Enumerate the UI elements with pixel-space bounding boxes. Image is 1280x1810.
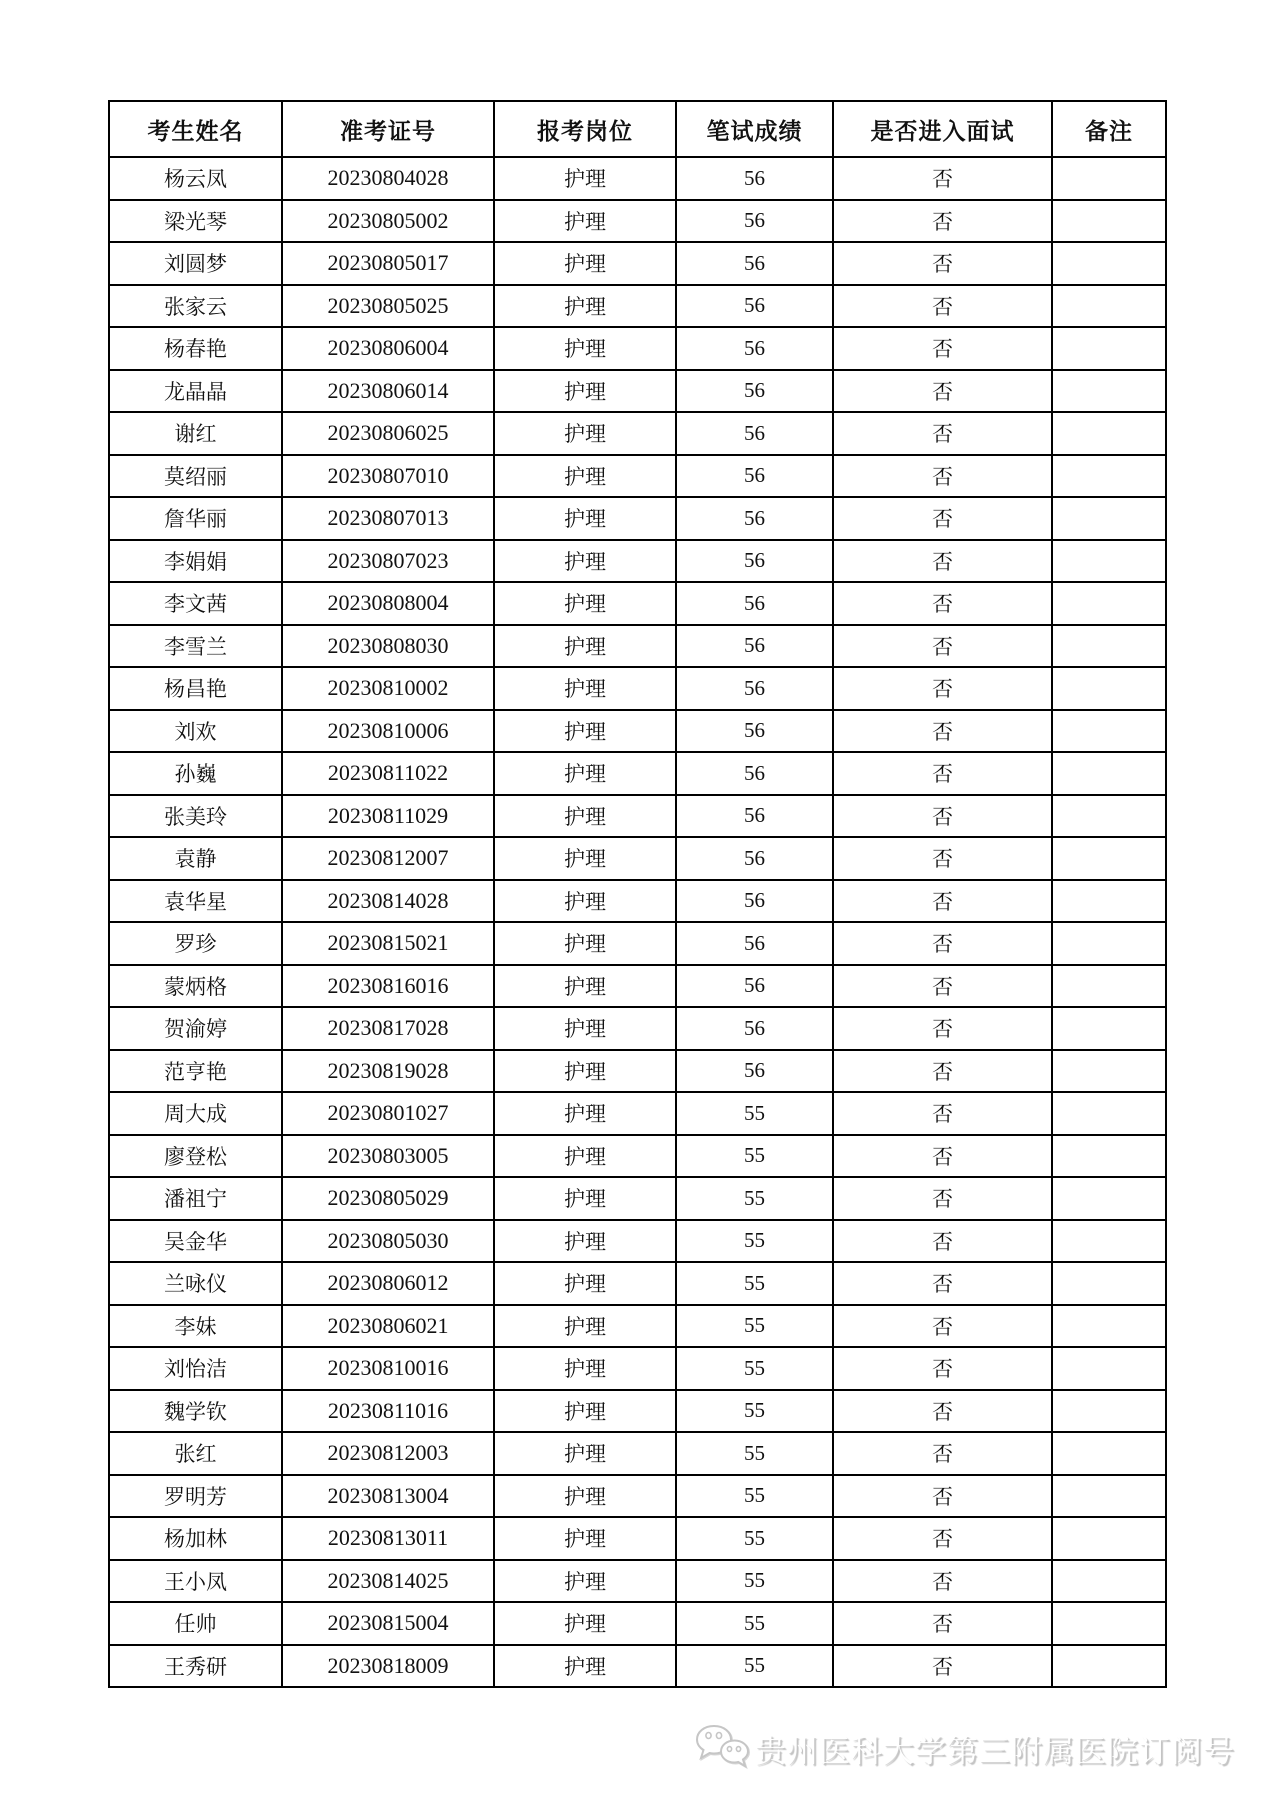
remark-cell [1052, 285, 1166, 328]
table-row [109, 1220, 1166, 1263]
enter-interview-cell: 否 [833, 242, 1052, 285]
remark-cell [1052, 370, 1166, 413]
table-row [109, 540, 1166, 583]
position-cell: 护理 [494, 667, 676, 710]
remark-cell [1052, 540, 1166, 583]
enter-interview-cell: 否 [833, 327, 1052, 370]
position-cell: 护理 [494, 1262, 676, 1305]
written-score-cell: 56 [676, 412, 833, 455]
written-score-cell: 55 [676, 1177, 833, 1220]
position-cell: 护理 [494, 242, 676, 285]
table-row [109, 1347, 1166, 1390]
remark-cell [1052, 327, 1166, 370]
candidate-name-cell: 孙巍 [109, 752, 282, 795]
candidate-name-cell: 王秀研 [109, 1645, 282, 1688]
remark-cell [1052, 922, 1166, 965]
candidate-name-cell: 周大成 [109, 1092, 282, 1135]
column-header-ticket-number: 准考证号 [282, 101, 494, 157]
candidate-name-cell: 詹华丽 [109, 497, 282, 540]
enter-interview-cell: 否 [833, 582, 1052, 625]
enter-interview-cell: 否 [833, 1220, 1052, 1263]
table-row [109, 200, 1166, 243]
table-row [109, 837, 1166, 880]
remark-cell [1052, 1305, 1166, 1348]
position-cell: 护理 [494, 1220, 676, 1263]
enter-interview-cell: 否 [833, 1560, 1052, 1603]
candidate-name-cell: 罗珍 [109, 922, 282, 965]
table-row [109, 1092, 1166, 1135]
ticket-number-cell: 20230805030 [282, 1220, 494, 1263]
position-cell: 护理 [494, 1475, 676, 1518]
written-score-cell: 56 [676, 540, 833, 583]
remark-cell [1052, 625, 1166, 668]
ticket-number-cell: 20230808030 [282, 625, 494, 668]
enter-interview-cell: 否 [833, 370, 1052, 413]
ticket-number-cell: 20230806014 [282, 370, 494, 413]
position-cell: 护理 [494, 1645, 676, 1688]
table-row [109, 1517, 1166, 1560]
candidate-name-cell: 李文茜 [109, 582, 282, 625]
candidate-name-cell: 杨云凤 [109, 157, 282, 200]
written-score-cell: 56 [676, 157, 833, 200]
table-row [109, 625, 1166, 668]
table-row [109, 1602, 1166, 1645]
written-score-cell: 56 [676, 497, 833, 540]
table-row [109, 157, 1166, 200]
candidate-name-cell: 谢红 [109, 412, 282, 455]
position-cell: 护理 [494, 1347, 676, 1390]
ticket-number-cell: 20230812007 [282, 837, 494, 880]
remark-cell [1052, 965, 1166, 1008]
table-row [109, 922, 1166, 965]
ticket-number-cell: 20230818009 [282, 1645, 494, 1688]
remark-cell [1052, 1347, 1166, 1390]
written-score-cell: 56 [676, 880, 833, 923]
position-cell: 护理 [494, 837, 676, 880]
ticket-number-cell: 20230806004 [282, 327, 494, 370]
candidate-name-cell: 任帅 [109, 1602, 282, 1645]
written-score-cell: 55 [676, 1092, 833, 1135]
enter-interview-cell: 否 [833, 667, 1052, 710]
written-score-cell: 56 [676, 242, 833, 285]
table-row [109, 1262, 1166, 1305]
candidate-name-cell: 李娟娟 [109, 540, 282, 583]
enter-interview-cell: 否 [833, 837, 1052, 880]
candidate-name-cell: 张红 [109, 1432, 282, 1475]
ticket-number-cell: 20230807013 [282, 497, 494, 540]
written-score-cell: 56 [676, 370, 833, 413]
ticket-number-cell: 20230815021 [282, 922, 494, 965]
position-cell: 护理 [494, 1305, 676, 1348]
candidate-name-cell: 张家云 [109, 285, 282, 328]
table-row [109, 1305, 1166, 1348]
remark-cell [1052, 752, 1166, 795]
candidate-name-cell: 杨加林 [109, 1517, 282, 1560]
wechat-icon [694, 1722, 750, 1774]
candidate-name-cell: 杨昌艳 [109, 667, 282, 710]
enter-interview-cell: 否 [833, 412, 1052, 455]
ticket-number-cell: 20230811029 [282, 795, 494, 838]
position-cell: 护理 [494, 1135, 676, 1178]
candidate-name-cell: 廖登松 [109, 1135, 282, 1178]
remark-cell [1052, 1645, 1166, 1688]
column-header-written-score: 笔试成绩 [676, 101, 833, 157]
written-score-cell: 56 [676, 455, 833, 498]
ticket-number-cell: 20230803005 [282, 1135, 494, 1178]
candidate-name-cell: 龙晶晶 [109, 370, 282, 413]
enter-interview-cell: 否 [833, 625, 1052, 668]
remark-cell [1052, 200, 1166, 243]
enter-interview-cell: 否 [833, 880, 1052, 923]
remark-cell [1052, 1560, 1166, 1603]
written-score-cell: 56 [676, 582, 833, 625]
written-score-cell: 55 [676, 1390, 833, 1433]
table-row [109, 880, 1166, 923]
remark-cell [1052, 795, 1166, 838]
written-score-cell: 56 [676, 667, 833, 710]
position-cell: 护理 [494, 582, 676, 625]
candidate-name-cell: 范亨艳 [109, 1050, 282, 1093]
table-row [109, 965, 1166, 1008]
remark-cell [1052, 667, 1166, 710]
position-cell: 护理 [494, 922, 676, 965]
position-cell: 护理 [494, 157, 676, 200]
table-row [109, 710, 1166, 753]
written-score-cell: 55 [676, 1602, 833, 1645]
candidate-name-cell: 吴金华 [109, 1220, 282, 1263]
enter-interview-cell: 否 [833, 200, 1052, 243]
ticket-number-cell: 20230817028 [282, 1007, 494, 1050]
table-row [109, 795, 1166, 838]
remark-cell [1052, 1092, 1166, 1135]
table-row [109, 582, 1166, 625]
table-row [109, 455, 1166, 498]
table-row [109, 1177, 1166, 1220]
remark-cell [1052, 582, 1166, 625]
ticket-number-cell: 20230810002 [282, 667, 494, 710]
written-score-cell: 56 [676, 965, 833, 1008]
remark-cell [1052, 710, 1166, 753]
table-row [109, 412, 1166, 455]
candidate-name-cell: 魏学钦 [109, 1390, 282, 1433]
remark-cell [1052, 837, 1166, 880]
wechat-watermark [694, 1722, 1235, 1774]
candidate-name-cell: 张美玲 [109, 795, 282, 838]
enter-interview-cell: 否 [833, 1390, 1052, 1433]
ticket-number-cell: 20230810016 [282, 1347, 494, 1390]
ticket-number-cell: 20230813004 [282, 1475, 494, 1518]
written-score-cell: 55 [676, 1305, 833, 1348]
ticket-number-cell: 20230808004 [282, 582, 494, 625]
enter-interview-cell: 否 [833, 1602, 1052, 1645]
table-row [109, 1475, 1166, 1518]
table-row [109, 1007, 1166, 1050]
remark-cell [1052, 1050, 1166, 1093]
ticket-number-cell: 20230805025 [282, 285, 494, 328]
enter-interview-cell: 否 [833, 540, 1052, 583]
position-cell: 护理 [494, 327, 676, 370]
position-cell: 护理 [494, 1560, 676, 1603]
remark-cell [1052, 1220, 1166, 1263]
position-cell: 护理 [494, 455, 676, 498]
enter-interview-cell: 否 [833, 1347, 1052, 1390]
position-cell: 护理 [494, 497, 676, 540]
enter-interview-cell: 否 [833, 922, 1052, 965]
table-row [109, 667, 1166, 710]
candidate-name-cell: 李雪兰 [109, 625, 282, 668]
column-header-enter-interview: 是否进入面试 [833, 101, 1052, 157]
table-row [109, 242, 1166, 285]
ticket-number-cell: 20230811016 [282, 1390, 494, 1433]
enter-interview-cell: 否 [833, 710, 1052, 753]
enter-interview-cell: 否 [833, 1645, 1052, 1688]
ticket-number-cell: 20230815004 [282, 1602, 494, 1645]
column-header-position: 报考岗位 [494, 101, 676, 157]
enter-interview-cell: 否 [833, 1305, 1052, 1348]
written-score-cell: 56 [676, 922, 833, 965]
table-row [109, 497, 1166, 540]
written-score-cell: 55 [676, 1432, 833, 1475]
candidate-name-cell: 刘怡洁 [109, 1347, 282, 1390]
written-score-cell: 56 [676, 200, 833, 243]
written-score-cell: 56 [676, 327, 833, 370]
remark-cell [1052, 1432, 1166, 1475]
written-score-cell: 56 [676, 795, 833, 838]
written-score-cell: 56 [676, 625, 833, 668]
remark-cell [1052, 1390, 1166, 1433]
written-score-cell: 56 [676, 1007, 833, 1050]
remark-cell [1052, 242, 1166, 285]
candidate-name-cell: 蒙炳格 [109, 965, 282, 1008]
position-cell: 护理 [494, 1432, 676, 1475]
ticket-number-cell: 20230813011 [282, 1517, 494, 1560]
remark-cell [1052, 1475, 1166, 1518]
ticket-number-cell: 20230805017 [282, 242, 494, 285]
remark-cell [1052, 1177, 1166, 1220]
position-cell: 护理 [494, 1050, 676, 1093]
table-row [109, 1050, 1166, 1093]
candidate-name-cell: 贺渝婷 [109, 1007, 282, 1050]
remark-cell [1052, 1262, 1166, 1305]
candidate-name-cell: 李妹 [109, 1305, 282, 1348]
ticket-number-cell: 20230805029 [282, 1177, 494, 1220]
subscription-account-name: 贵州医科大学第三附属医院订阅号 [755, 1733, 1235, 1769]
table-row [109, 1560, 1166, 1603]
candidate-name-cell: 刘圆梦 [109, 242, 282, 285]
position-cell: 护理 [494, 412, 676, 455]
ticket-number-cell: 20230816016 [282, 965, 494, 1008]
written-score-cell: 56 [676, 752, 833, 795]
written-score-cell: 55 [676, 1262, 833, 1305]
position-cell: 护理 [494, 1602, 676, 1645]
written-score-cell: 55 [676, 1560, 833, 1603]
remark-cell [1052, 412, 1166, 455]
candidate-name-cell: 潘祖宁 [109, 1177, 282, 1220]
written-score-cell: 55 [676, 1135, 833, 1178]
candidate-name-cell: 袁华星 [109, 880, 282, 923]
ticket-number-cell: 20230814025 [282, 1560, 494, 1603]
table-row [109, 370, 1166, 413]
table-row [109, 752, 1166, 795]
ticket-number-cell: 20230810006 [282, 710, 494, 753]
ticket-number-cell: 20230806025 [282, 412, 494, 455]
enter-interview-cell: 否 [833, 1432, 1052, 1475]
remark-cell [1052, 455, 1166, 498]
ticket-number-cell: 20230812003 [282, 1432, 494, 1475]
position-cell: 护理 [494, 285, 676, 328]
enter-interview-cell: 否 [833, 795, 1052, 838]
enter-interview-cell: 否 [833, 455, 1052, 498]
position-cell: 护理 [494, 965, 676, 1008]
position-cell: 护理 [494, 200, 676, 243]
table-row [109, 327, 1166, 370]
enter-interview-cell: 否 [833, 1007, 1052, 1050]
remark-cell [1052, 1007, 1166, 1050]
enter-interview-cell: 否 [833, 752, 1052, 795]
enter-interview-cell: 否 [833, 1475, 1052, 1518]
enter-interview-cell: 否 [833, 1262, 1052, 1305]
written-score-cell: 55 [676, 1347, 833, 1390]
enter-interview-cell: 否 [833, 1050, 1052, 1093]
written-score-cell: 55 [676, 1645, 833, 1688]
ticket-number-cell: 20230814028 [282, 880, 494, 923]
enter-interview-cell: 否 [833, 497, 1052, 540]
enter-interview-cell: 否 [833, 965, 1052, 1008]
position-cell: 护理 [494, 1517, 676, 1560]
position-cell: 护理 [494, 795, 676, 838]
ticket-number-cell: 20230806012 [282, 1262, 494, 1305]
ticket-number-cell: 20230801027 [282, 1092, 494, 1135]
remark-cell [1052, 1135, 1166, 1178]
position-cell: 护理 [494, 1390, 676, 1433]
ticket-number-cell: 20230806021 [282, 1305, 494, 1348]
written-score-cell: 56 [676, 285, 833, 328]
position-cell: 护理 [494, 1177, 676, 1220]
written-score-cell: 55 [676, 1475, 833, 1518]
enter-interview-cell: 否 [833, 1517, 1052, 1560]
position-cell: 护理 [494, 880, 676, 923]
candidate-name-cell: 兰咏仪 [109, 1262, 282, 1305]
table-row [109, 1645, 1166, 1688]
ticket-number-cell: 20230804028 [282, 157, 494, 200]
column-header-remark: 备注 [1052, 101, 1166, 157]
table-header-row [109, 101, 1166, 157]
ticket-number-cell: 20230805002 [282, 200, 494, 243]
position-cell: 护理 [494, 710, 676, 753]
enter-interview-cell: 否 [833, 1177, 1052, 1220]
written-test-results-table [108, 100, 1167, 1688]
enter-interview-cell: 否 [833, 1135, 1052, 1178]
remark-cell [1052, 497, 1166, 540]
written-score-cell: 56 [676, 837, 833, 880]
table-row [109, 285, 1166, 328]
remark-cell [1052, 1517, 1166, 1560]
position-cell: 护理 [494, 752, 676, 795]
ticket-number-cell: 20230819028 [282, 1050, 494, 1093]
position-cell: 护理 [494, 370, 676, 413]
position-cell: 护理 [494, 625, 676, 668]
candidate-name-cell: 梁光琴 [109, 200, 282, 243]
enter-interview-cell: 否 [833, 285, 1052, 328]
written-score-cell: 55 [676, 1517, 833, 1560]
candidate-name-cell: 莫绍丽 [109, 455, 282, 498]
remark-cell [1052, 1602, 1166, 1645]
ticket-number-cell: 20230807023 [282, 540, 494, 583]
position-cell: 护理 [494, 1007, 676, 1050]
candidate-name-cell: 罗明芳 [109, 1475, 282, 1518]
candidate-name-cell: 王小凤 [109, 1560, 282, 1603]
enter-interview-cell: 否 [833, 157, 1052, 200]
candidate-name-cell: 杨春艳 [109, 327, 282, 370]
table-row [109, 1135, 1166, 1178]
candidate-name-cell: 袁静 [109, 837, 282, 880]
enter-interview-cell: 否 [833, 1092, 1052, 1135]
position-cell: 护理 [494, 1092, 676, 1135]
table-row [109, 1390, 1166, 1433]
written-score-cell: 55 [676, 1220, 833, 1263]
remark-cell [1052, 157, 1166, 200]
ticket-number-cell: 20230811022 [282, 752, 494, 795]
candidate-name-cell: 刘欢 [109, 710, 282, 753]
remark-cell [1052, 880, 1166, 923]
written-score-cell: 56 [676, 710, 833, 753]
ticket-number-cell: 20230807010 [282, 455, 494, 498]
table-row [109, 1432, 1166, 1475]
written-score-cell: 56 [676, 1050, 833, 1093]
column-header-candidate-name: 考生姓名 [109, 101, 282, 157]
position-cell: 护理 [494, 540, 676, 583]
